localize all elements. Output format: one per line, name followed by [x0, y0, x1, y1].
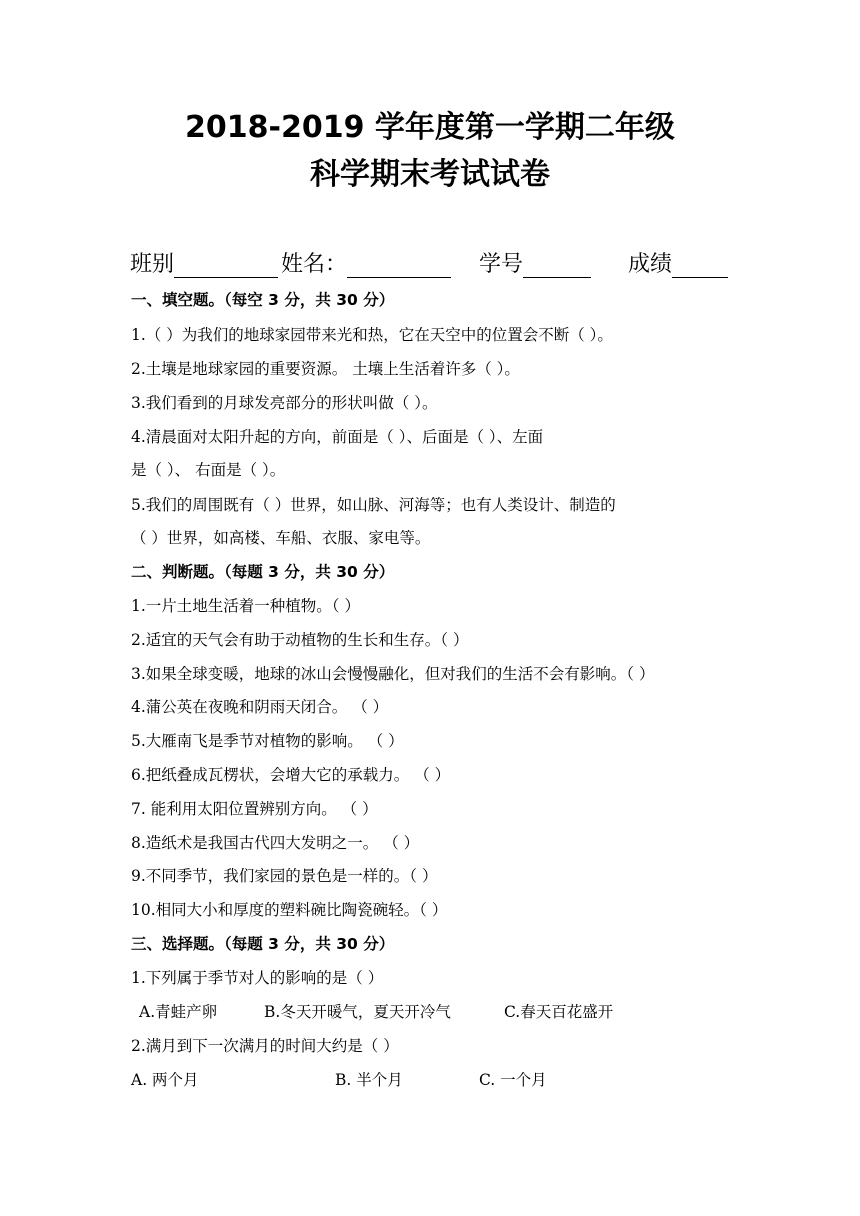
exam-title-line2: 科学期末考试试卷 [310, 157, 550, 192]
judge-question-6: 6.把纸叠成瓦楞状，会增大它的承载力。 （ ） [131, 766, 451, 784]
fill-question-4-line1: 4.清晨面对太阳升起的方向，前面是（ ）、后面是（ ）、左面 [131, 428, 544, 446]
fill-question-1: 1.（ ）为我们的地球家园带来光和热，它在天空中的位置会不断（ ）。 [131, 326, 613, 344]
judge-question-8: 8.造纸术是我国古代四大发明之一。 （ ） [131, 834, 420, 852]
fill-question-5-line1: 5.我们的周围既有（ ）世界，如山脉、河海等；也有人类设计、制造的 [131, 496, 616, 514]
student-info-row [130, 247, 750, 281]
fill-question-2: 2.土壤是地球家园的重要资源。 土壤上生活着许多（ ）。 [131, 360, 520, 378]
judge-question-7: 7. 能利用太阳位置辨别方向。 （ ） [131, 800, 378, 818]
choice-question-2-stem: 2.满月到下一次满月的时间大约是（ ） [131, 1037, 399, 1055]
section-true-false-heading: 二、判断题。（每题 3 分，共 30 分） [131, 563, 395, 581]
choice-question-1-options [131, 998, 751, 1026]
judge-question-10: 10.相同大小和厚度的塑料碗比陶瓷碗轻。（ ） [131, 901, 448, 919]
student-id-blank[interactable] [523, 253, 591, 278]
student-id-field [479, 247, 591, 278]
class-field [130, 247, 278, 278]
judge-question-3: 3.如果全球变暖，地球的冰山会慢慢融化，但对我们的生活不会有影响。（ ） [131, 665, 655, 683]
fill-question-5-line2: （ ）世界，如高楼、车船、衣服、家电等。 [131, 529, 431, 547]
judge-question-9: 9.不同季节，我们家园的景色是一样的。（ ） [131, 867, 438, 885]
judge-question-2: 2.适宜的天气会有助于动植物的生长和生存。（ ） [131, 631, 469, 649]
choice-1-option-c: C.春天百花盛开 [504, 1003, 614, 1021]
exam-title-line1: 2018-2019 学年度第一学期二年级 [185, 110, 675, 145]
choice-question-2-options [131, 1066, 751, 1094]
choice-2-option-c: C. 一个月 [479, 1071, 547, 1089]
choice-2-option-b: B. 半个月 [335, 1071, 403, 1089]
judge-question-1: 1.一片土地生活着一种植物。（ ） [131, 597, 360, 615]
name-field [281, 247, 451, 278]
fill-question-4-line2: 是（ ）、 右面是（ ）。 [131, 461, 286, 479]
class-blank[interactable] [174, 253, 278, 278]
section-fill-blank-heading: 一、填空题。（每空 3 分，共 30 分） [131, 291, 395, 309]
fill-question-3: 3.我们看到的月球发亮部分的形状叫做（ ）。 [131, 394, 438, 412]
score-field [628, 247, 728, 278]
student-id-label: 学号 [479, 252, 524, 277]
choice-2-option-a: A. 两个月 [131, 1071, 199, 1089]
name-label: 姓名： [281, 252, 348, 277]
score-blank[interactable] [672, 253, 728, 278]
name-blank[interactable] [347, 253, 451, 278]
choice-1-option-b: B.冬天开暖气，夏天开冷气 [264, 1003, 451, 1021]
choice-1-option-a: A.青蛙产卵 [139, 1003, 218, 1021]
judge-question-5: 5.大雁南飞是季节对植物的影响。 （ ） [131, 732, 404, 750]
score-label: 成绩 [628, 252, 673, 277]
section-choice-heading: 三、选择题。（每题 3 分，共 30 分） [131, 935, 395, 953]
choice-question-1-stem: 1.下列属于季节对人的影响的是（ ） [131, 969, 384, 987]
judge-question-4: 4.蒲公英在夜晚和阴雨天闭合。 （ ） [131, 698, 389, 716]
class-label: 班别 [130, 252, 175, 277]
